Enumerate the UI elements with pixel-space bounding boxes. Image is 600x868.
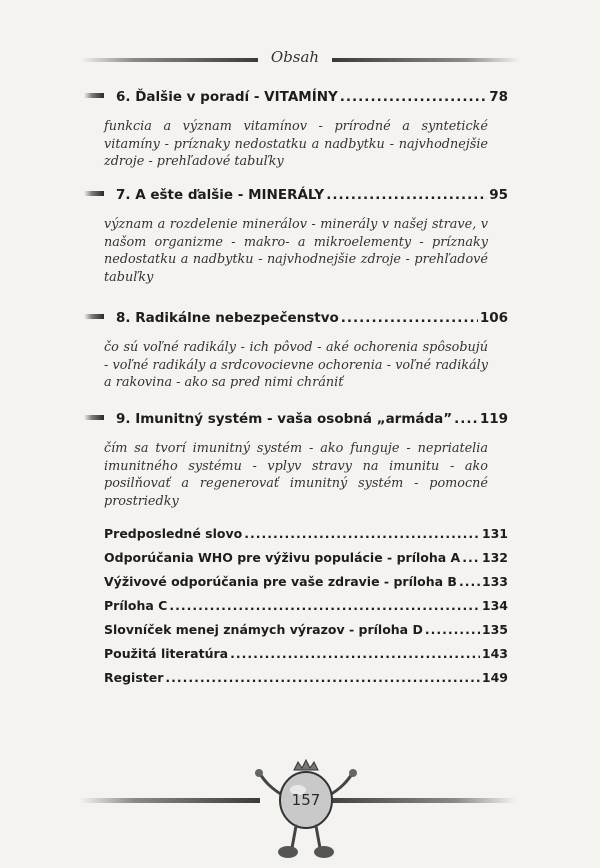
entry-page: 135 xyxy=(481,622,508,637)
entry-title: Výživové odporúčania pre vaše zdravie - príloha B xyxy=(104,574,457,589)
entry-title: Príloha C xyxy=(104,598,168,613)
chapter-page: 119 xyxy=(479,411,508,427)
toc-chapter xyxy=(84,309,508,392)
header-rule-left xyxy=(80,58,258,62)
chapter-title: 8. Radikálne nebezpečenstvo xyxy=(116,310,339,326)
entry-page: 134 xyxy=(481,598,508,613)
bullet-bar-icon xyxy=(84,415,104,420)
chapter-heading xyxy=(84,410,508,428)
entry-title: Register xyxy=(104,670,164,685)
dot-leader xyxy=(326,186,487,204)
footer-rule-left xyxy=(80,798,260,803)
page-footer xyxy=(80,790,520,860)
entry-page: 149 xyxy=(481,670,508,685)
chapter-heading xyxy=(84,88,508,106)
entry-title: Predposledné slovo xyxy=(104,526,243,541)
dot-leader xyxy=(425,622,480,637)
bullet-bar-icon xyxy=(84,314,104,319)
chapter-title: 9. Imunitný systém - vaša osobná „armáda” xyxy=(116,411,453,427)
chapter-description: význam a rozdelenie minerálov - minerály v našej strave, v našom organizme - makro- a mikroelementy - príznaky nedostatku a nadbytku - najvhodnejšie zdroje - prehľadové tabuľky xyxy=(104,217,488,285)
dot-leader xyxy=(244,526,480,541)
chapter-title: 6. Ďalšie v poradí - VITAMÍNY xyxy=(116,89,338,105)
page-header xyxy=(80,48,520,72)
toc-entry xyxy=(104,574,508,598)
bullet-bar-icon xyxy=(84,93,104,98)
toc-chapter xyxy=(84,88,508,171)
toc-entries xyxy=(104,526,508,694)
toc-chapter xyxy=(84,410,508,510)
dot-leader xyxy=(462,550,480,565)
entry-page: 133 xyxy=(481,574,508,589)
page-title: Obsah xyxy=(270,48,320,66)
entry-title: Použitá literatúra xyxy=(104,646,229,661)
dot-leader xyxy=(454,410,478,428)
chapter-page: 78 xyxy=(489,89,508,105)
toc-entry xyxy=(104,670,508,694)
entry-title: Odporúčania WHO pre výživu populácie - príloha A xyxy=(104,550,461,565)
entry-page: 132 xyxy=(481,550,508,565)
chapter-page: 95 xyxy=(489,187,508,203)
toc-entry xyxy=(104,622,508,646)
toc-entry xyxy=(104,598,508,622)
entry-title: Slovníček menej známych výrazov - príloha D xyxy=(104,622,423,637)
chapter-heading xyxy=(84,309,508,327)
header-rule-right xyxy=(332,58,520,62)
toc-entry xyxy=(104,526,508,550)
entry-page: 131 xyxy=(481,526,508,541)
toc-chapter xyxy=(84,186,508,286)
dot-leader xyxy=(165,670,480,685)
chapter-heading xyxy=(84,186,508,204)
toc-entry xyxy=(104,646,508,670)
dot-leader xyxy=(341,309,478,327)
bullet-bar-icon xyxy=(84,191,104,196)
page-number: 157 xyxy=(291,791,321,809)
dot-leader xyxy=(459,574,480,589)
entry-page: 143 xyxy=(481,646,508,661)
chapter-title: 7. A ešte ďalšie - MINERÁLY xyxy=(116,187,325,203)
chapter-description: čo sú voľné radikály - ich pôvod - aké ochorenia spôsobujú - voľné radikály a srdcovocievne ochorenia - voľné radikály a rakovina - ako sa pred nimi chrániť xyxy=(104,340,488,390)
dot-leader xyxy=(169,598,480,613)
chapter-page: 106 xyxy=(479,310,508,326)
chapter-description: funkcia a význam vitamínov - prírodné a syntetické vitamíny - príznaky nedostatku a nadbytku - najvhodnejšie zdroje - prehľadové tabuľky xyxy=(104,119,488,169)
toc-entry xyxy=(104,550,508,574)
dot-leader xyxy=(230,646,480,661)
dot-leader xyxy=(340,88,487,106)
chapter-description: čím sa tvorí imunitný systém - ako funguje - nepriatelia imunitného systému - vplyv stravy na imunitu - ako posilňovať a regenerovať imunitný systém - pomocné prostriedky xyxy=(104,441,488,509)
